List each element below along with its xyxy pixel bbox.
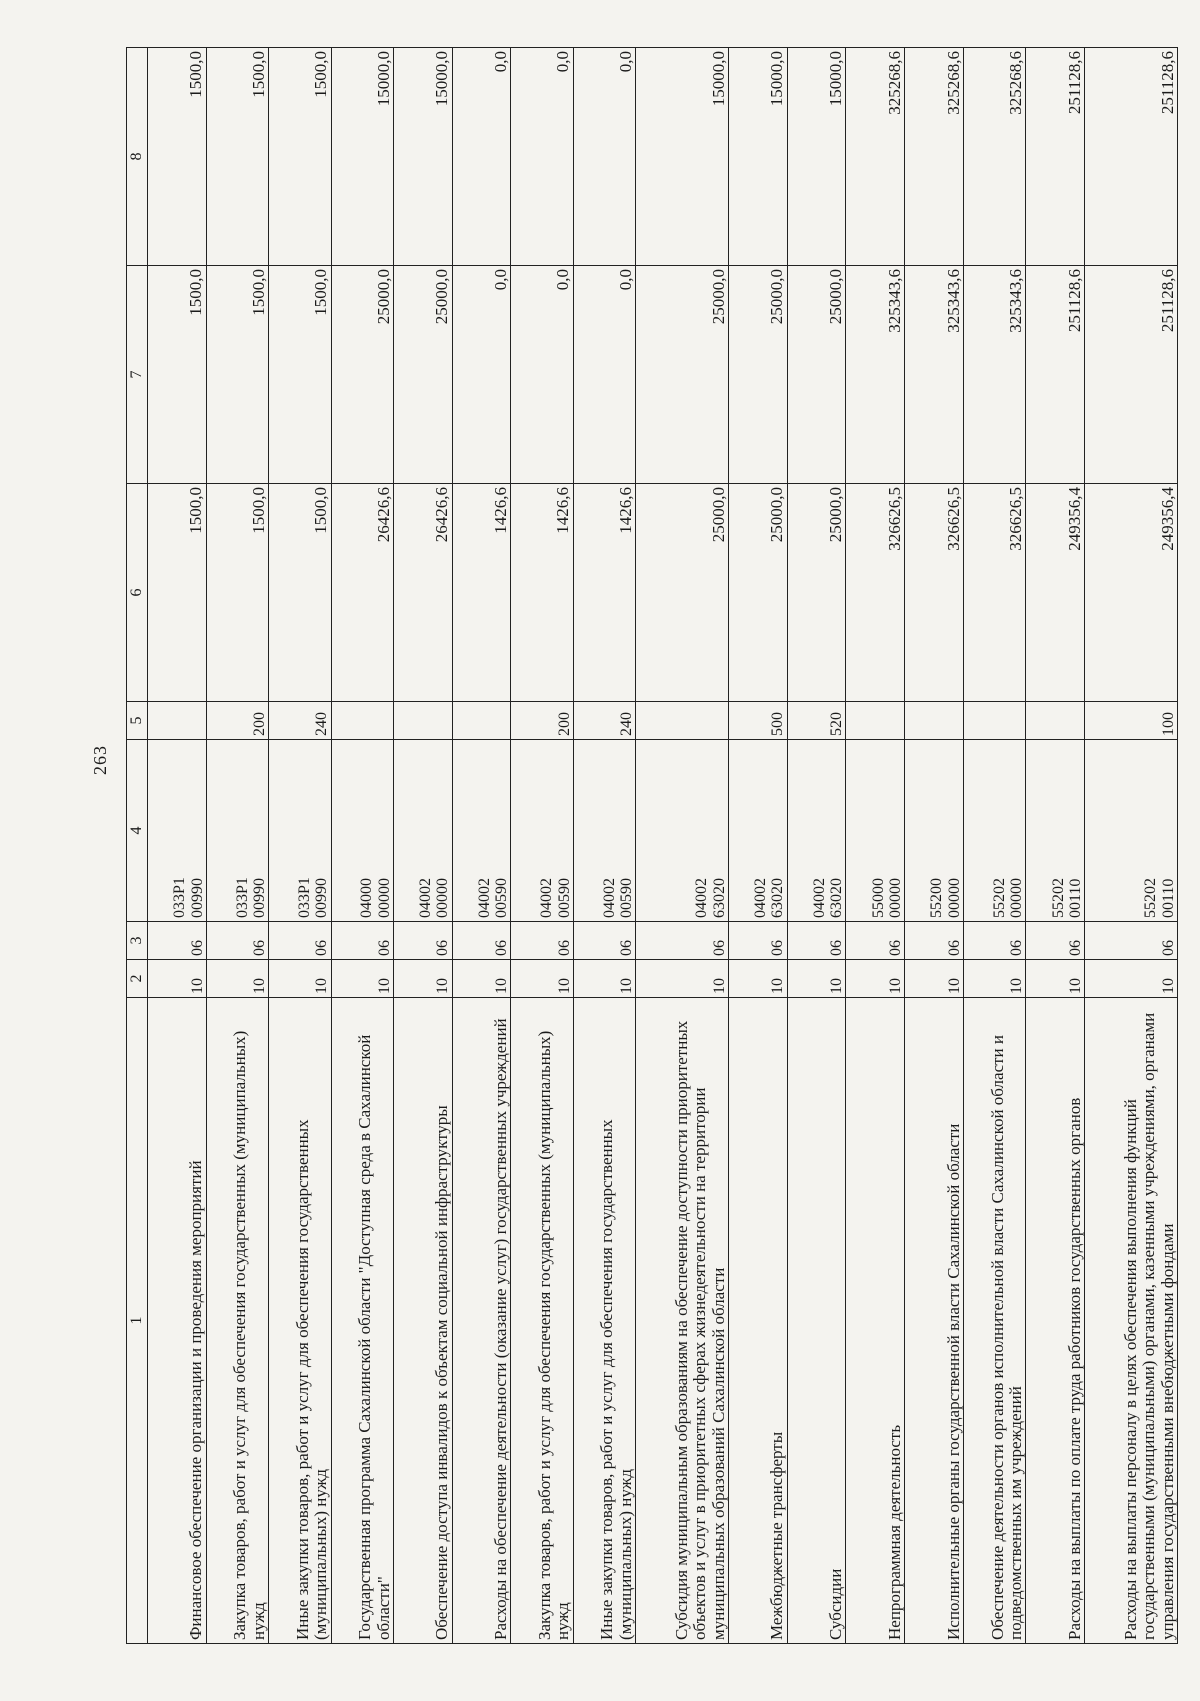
amount-col8-cell: 251128,6 bbox=[1026, 48, 1085, 266]
amount-col6-cell: 1426,6 bbox=[573, 484, 635, 702]
target-article-cell bbox=[846, 740, 905, 922]
section-code-cell: 10 bbox=[1085, 960, 1178, 998]
subsection-code-cell: 06 bbox=[573, 922, 635, 960]
target-article-cell bbox=[331, 740, 393, 922]
section-code-cell: 10 bbox=[1026, 960, 1085, 998]
program-code: 04002 bbox=[475, 878, 493, 918]
amount-col7-cell: 1500,0 bbox=[206, 266, 268, 484]
direction-code: 00590 bbox=[493, 878, 511, 918]
amount-col6-cell: 326626,5 bbox=[963, 484, 1025, 702]
target-article-cell bbox=[1026, 740, 1085, 922]
expense-type-cell bbox=[148, 702, 207, 740]
subsection-code-cell: 06 bbox=[728, 922, 787, 960]
amount-col7-cell: 0,0 bbox=[511, 266, 573, 484]
target-article-cell bbox=[206, 740, 268, 922]
direction-code: 00000 bbox=[1008, 878, 1026, 918]
amount-col8-cell: 0,0 bbox=[452, 48, 511, 266]
table-row bbox=[269, 48, 331, 1644]
direction-code: 63020 bbox=[710, 878, 728, 918]
direction-code: 00990 bbox=[250, 878, 268, 918]
budget-table-container bbox=[126, 48, 1178, 1644]
row-name-cell: Межбюджетные трансферты bbox=[728, 998, 787, 1644]
table-row bbox=[787, 48, 846, 1644]
subsection-code-cell: 06 bbox=[636, 922, 729, 960]
expense-type-cell: 520 bbox=[787, 702, 846, 740]
header-col-3: 3 bbox=[127, 922, 148, 960]
amount-col8-cell: 325268,6 bbox=[963, 48, 1025, 266]
direction-code: 00990 bbox=[188, 878, 206, 918]
subsection-code-cell: 06 bbox=[511, 922, 573, 960]
row-name-cell: Расходы на выплаты персоналу в целях обеспечения выполнения функций государственными (муниципальными) органами, казенными учреждениями, органами управления государственными внебюджетными фондами bbox=[1085, 998, 1178, 1644]
subsection-code-cell: 06 bbox=[787, 922, 846, 960]
section-code-cell: 10 bbox=[573, 960, 635, 998]
amount-col6-cell: 1500,0 bbox=[148, 484, 207, 702]
direction-code: 00110 bbox=[1066, 878, 1084, 918]
section-code-cell: 10 bbox=[452, 960, 511, 998]
amount-col6-cell: 249356,4 bbox=[1026, 484, 1085, 702]
amount-col8-cell: 1500,0 bbox=[269, 48, 331, 266]
section-code-cell: 10 bbox=[148, 960, 207, 998]
section-code-cell: 10 bbox=[331, 960, 393, 998]
amount-col6-cell: 26426,6 bbox=[331, 484, 393, 702]
program-code: 55202 bbox=[1142, 878, 1160, 918]
amount-col8-cell: 15000,0 bbox=[728, 48, 787, 266]
program-code: 04002 bbox=[417, 878, 435, 918]
subsection-code-cell: 06 bbox=[1026, 922, 1085, 960]
header-col-5: 5 bbox=[127, 702, 148, 740]
target-article-cell bbox=[787, 740, 846, 922]
target-article-cell bbox=[636, 740, 729, 922]
section-code-cell: 10 bbox=[728, 960, 787, 998]
amount-col8-cell: 1500,0 bbox=[206, 48, 268, 266]
header-col-8: 8 bbox=[127, 48, 148, 266]
target-article-cell bbox=[452, 740, 511, 922]
amount-col6-cell: 26426,6 bbox=[393, 484, 452, 702]
subsection-code-cell: 06 bbox=[393, 922, 452, 960]
target-article-cell bbox=[511, 740, 573, 922]
expense-type-cell bbox=[1026, 702, 1085, 740]
target-article-cell bbox=[573, 740, 635, 922]
subsection-code-cell: 06 bbox=[963, 922, 1025, 960]
amount-col7-cell: 25000,0 bbox=[331, 266, 393, 484]
table-row bbox=[728, 48, 787, 1644]
row-name-cell: Субсидия муниципальным образованиям на обеспечение доступности приоритетных объектов и услуг в приоритетных сферах жизнедеятельности на территории муниципальных образований Сахалинской области bbox=[636, 998, 729, 1644]
direction-code: 00000 bbox=[886, 878, 904, 918]
amount-col6-cell: 25000,0 bbox=[728, 484, 787, 702]
expense-type-cell bbox=[393, 702, 452, 740]
amount-col7-cell: 25000,0 bbox=[787, 266, 846, 484]
amount-col7-cell: 1500,0 bbox=[148, 266, 207, 484]
section-code-cell: 10 bbox=[393, 960, 452, 998]
row-name-cell: Расходы на обеспечение деятельности (оказание услуг) государственных учреждений bbox=[452, 998, 511, 1644]
amount-col7-cell: 251128,6 bbox=[1026, 266, 1085, 484]
amount-col7-cell: 0,0 bbox=[452, 266, 511, 484]
header-col-6: 6 bbox=[127, 484, 148, 702]
subsection-code-cell: 06 bbox=[269, 922, 331, 960]
table-row bbox=[963, 48, 1025, 1644]
row-name-cell: Государственная программа Сахалинской области "Доступная среда в Сахалинской области" bbox=[331, 998, 393, 1644]
section-code-cell: 10 bbox=[206, 960, 268, 998]
subsection-code-cell: 06 bbox=[1085, 922, 1178, 960]
table-row bbox=[636, 48, 729, 1644]
target-article-cell bbox=[963, 740, 1025, 922]
table-row bbox=[206, 48, 268, 1644]
direction-code: 00590 bbox=[617, 878, 635, 918]
direction-code: 00110 bbox=[1159, 878, 1177, 918]
table-row bbox=[905, 48, 964, 1644]
row-name-cell: Расходы на выплаты по оплате труда работников государственных органов bbox=[1026, 998, 1085, 1644]
table-row bbox=[331, 48, 393, 1644]
program-code: 04000 bbox=[358, 878, 376, 918]
program-code: 55000 bbox=[869, 878, 887, 918]
amount-col7-cell: 325343,6 bbox=[905, 266, 964, 484]
amount-col7-cell: 0,0 bbox=[573, 266, 635, 484]
row-name-cell: Непрограммная деятельность bbox=[846, 998, 905, 1644]
expense-type-cell: 200 bbox=[206, 702, 268, 740]
table-row bbox=[846, 48, 905, 1644]
amount-col7-cell: 1500,0 bbox=[269, 266, 331, 484]
table-row bbox=[511, 48, 573, 1644]
amount-col6-cell: 25000,0 bbox=[787, 484, 846, 702]
amount-col6-cell: 326626,5 bbox=[846, 484, 905, 702]
section-code-cell: 10 bbox=[787, 960, 846, 998]
section-code-cell: 10 bbox=[846, 960, 905, 998]
expense-type-cell: 500 bbox=[728, 702, 787, 740]
header-col-4: 4 bbox=[127, 740, 148, 922]
program-code: 04002 bbox=[600, 878, 618, 918]
row-name-cell: Иные закупки товаров, работ и услуг для обеспечения государственных (муниципальных) нужд bbox=[573, 998, 635, 1644]
expense-type-cell: 240 bbox=[269, 702, 331, 740]
amount-col6-cell: 1426,6 bbox=[511, 484, 573, 702]
program-code: 04002 bbox=[538, 878, 556, 918]
budget-table bbox=[126, 47, 1178, 1644]
row-name-cell: Закупка товаров, работ и услуг для обеспечения государственных (муниципальных) нужд bbox=[206, 998, 268, 1644]
direction-code: 00000 bbox=[945, 878, 963, 918]
amount-col8-cell: 0,0 bbox=[573, 48, 635, 266]
expense-type-cell: 200 bbox=[511, 702, 573, 740]
table-row bbox=[452, 48, 511, 1644]
row-name-cell: Финансовое обеспечение организации и проведения мероприятий bbox=[148, 998, 207, 1644]
expense-type-cell bbox=[905, 702, 964, 740]
amount-col8-cell: 251128,6 bbox=[1085, 48, 1178, 266]
expense-type-cell bbox=[331, 702, 393, 740]
program-code: 033P1 bbox=[171, 877, 189, 918]
amount-col7-cell: 25000,0 bbox=[636, 266, 729, 484]
expense-type-cell: 100 bbox=[1085, 702, 1178, 740]
table-row bbox=[393, 48, 452, 1644]
subsection-code-cell: 06 bbox=[331, 922, 393, 960]
table-row bbox=[573, 48, 635, 1644]
program-code: 55202 bbox=[1049, 878, 1067, 918]
subsection-code-cell: 06 bbox=[206, 922, 268, 960]
direction-code: 00590 bbox=[555, 878, 573, 918]
section-code-cell: 10 bbox=[905, 960, 964, 998]
amount-col7-cell: 325343,6 bbox=[846, 266, 905, 484]
expense-type-cell bbox=[963, 702, 1025, 740]
page-number: 263 bbox=[90, 745, 110, 775]
direction-code: 00990 bbox=[313, 878, 331, 918]
subsection-code-cell: 06 bbox=[452, 922, 511, 960]
subsection-code-cell: 06 bbox=[846, 922, 905, 960]
amount-col8-cell: 15000,0 bbox=[787, 48, 846, 266]
subsection-code-cell: 06 bbox=[905, 922, 964, 960]
row-name-cell: Исполнительные органы государственной власти Сахалинской области bbox=[905, 998, 964, 1644]
header-col-1: 1 bbox=[127, 998, 148, 1644]
amount-col6-cell: 1426,6 bbox=[452, 484, 511, 702]
expense-type-cell: 240 bbox=[573, 702, 635, 740]
row-name-cell: Закупка товаров, работ и услуг для обеспечения государственных (муниципальных) нужд bbox=[511, 998, 573, 1644]
target-article-cell bbox=[905, 740, 964, 922]
section-code-cell: 10 bbox=[636, 960, 729, 998]
amount-col7-cell: 25000,0 bbox=[393, 266, 452, 484]
target-article-cell bbox=[728, 740, 787, 922]
direction-code: 63020 bbox=[828, 878, 846, 918]
program-code: 04002 bbox=[752, 878, 770, 918]
program-code: 04002 bbox=[693, 878, 711, 918]
table-row bbox=[1026, 48, 1085, 1644]
expense-type-cell bbox=[636, 702, 729, 740]
direction-code: 63020 bbox=[769, 878, 787, 918]
target-article-cell bbox=[269, 740, 331, 922]
subsection-code-cell: 06 bbox=[148, 922, 207, 960]
row-name-cell: Субсидии bbox=[787, 998, 846, 1644]
target-article-cell bbox=[393, 740, 452, 922]
header-col-7: 7 bbox=[127, 266, 148, 484]
amount-col8-cell: 0,0 bbox=[511, 48, 573, 266]
target-article-cell bbox=[148, 740, 207, 922]
section-code-cell: 10 bbox=[511, 960, 573, 998]
amount-col6-cell: 326626,5 bbox=[905, 484, 964, 702]
header-col-2: 2 bbox=[127, 960, 148, 998]
program-code: 55200 bbox=[928, 878, 946, 918]
row-name-cell: Иные закупки товаров, работ и услуг для обеспечения государственных (муниципальных) нужд bbox=[269, 998, 331, 1644]
direction-code: 00000 bbox=[375, 878, 393, 918]
amount-col7-cell: 325343,6 bbox=[963, 266, 1025, 484]
amount-col6-cell: 1500,0 bbox=[269, 484, 331, 702]
amount-col7-cell: 251128,6 bbox=[1085, 266, 1178, 484]
amount-col8-cell: 325268,6 bbox=[905, 48, 964, 266]
program-code: 033P1 bbox=[233, 877, 251, 918]
amount-col8-cell: 15000,0 bbox=[393, 48, 452, 266]
program-code: 033P1 bbox=[295, 877, 313, 918]
amount-col7-cell: 25000,0 bbox=[728, 266, 787, 484]
program-code: 55202 bbox=[990, 878, 1008, 918]
amount-col8-cell: 325268,6 bbox=[846, 48, 905, 266]
section-code-cell: 10 bbox=[269, 960, 331, 998]
amount-col6-cell: 1500,0 bbox=[206, 484, 268, 702]
row-name-cell: Обеспечение деятельности органов исполнительной власти Сахалинской области и подведомственных им учреждений bbox=[963, 998, 1025, 1644]
amount-col8-cell: 15000,0 bbox=[636, 48, 729, 266]
expense-type-cell bbox=[452, 702, 511, 740]
row-name-cell: Обеспечение доступа инвалидов к объектам социальной инфраструктуры bbox=[393, 998, 452, 1644]
section-code-cell: 10 bbox=[963, 960, 1025, 998]
table-row bbox=[1085, 48, 1178, 1644]
amount-col8-cell: 1500,0 bbox=[148, 48, 207, 266]
direction-code: 00000 bbox=[434, 878, 452, 918]
target-article-cell bbox=[1085, 740, 1178, 922]
amount-col6-cell: 25000,0 bbox=[636, 484, 729, 702]
header-row bbox=[127, 48, 148, 1644]
table-row bbox=[148, 48, 207, 1644]
program-code: 04002 bbox=[810, 878, 828, 918]
amount-col6-cell: 249356,4 bbox=[1085, 484, 1178, 702]
amount-col8-cell: 15000,0 bbox=[331, 48, 393, 266]
expense-type-cell bbox=[846, 702, 905, 740]
